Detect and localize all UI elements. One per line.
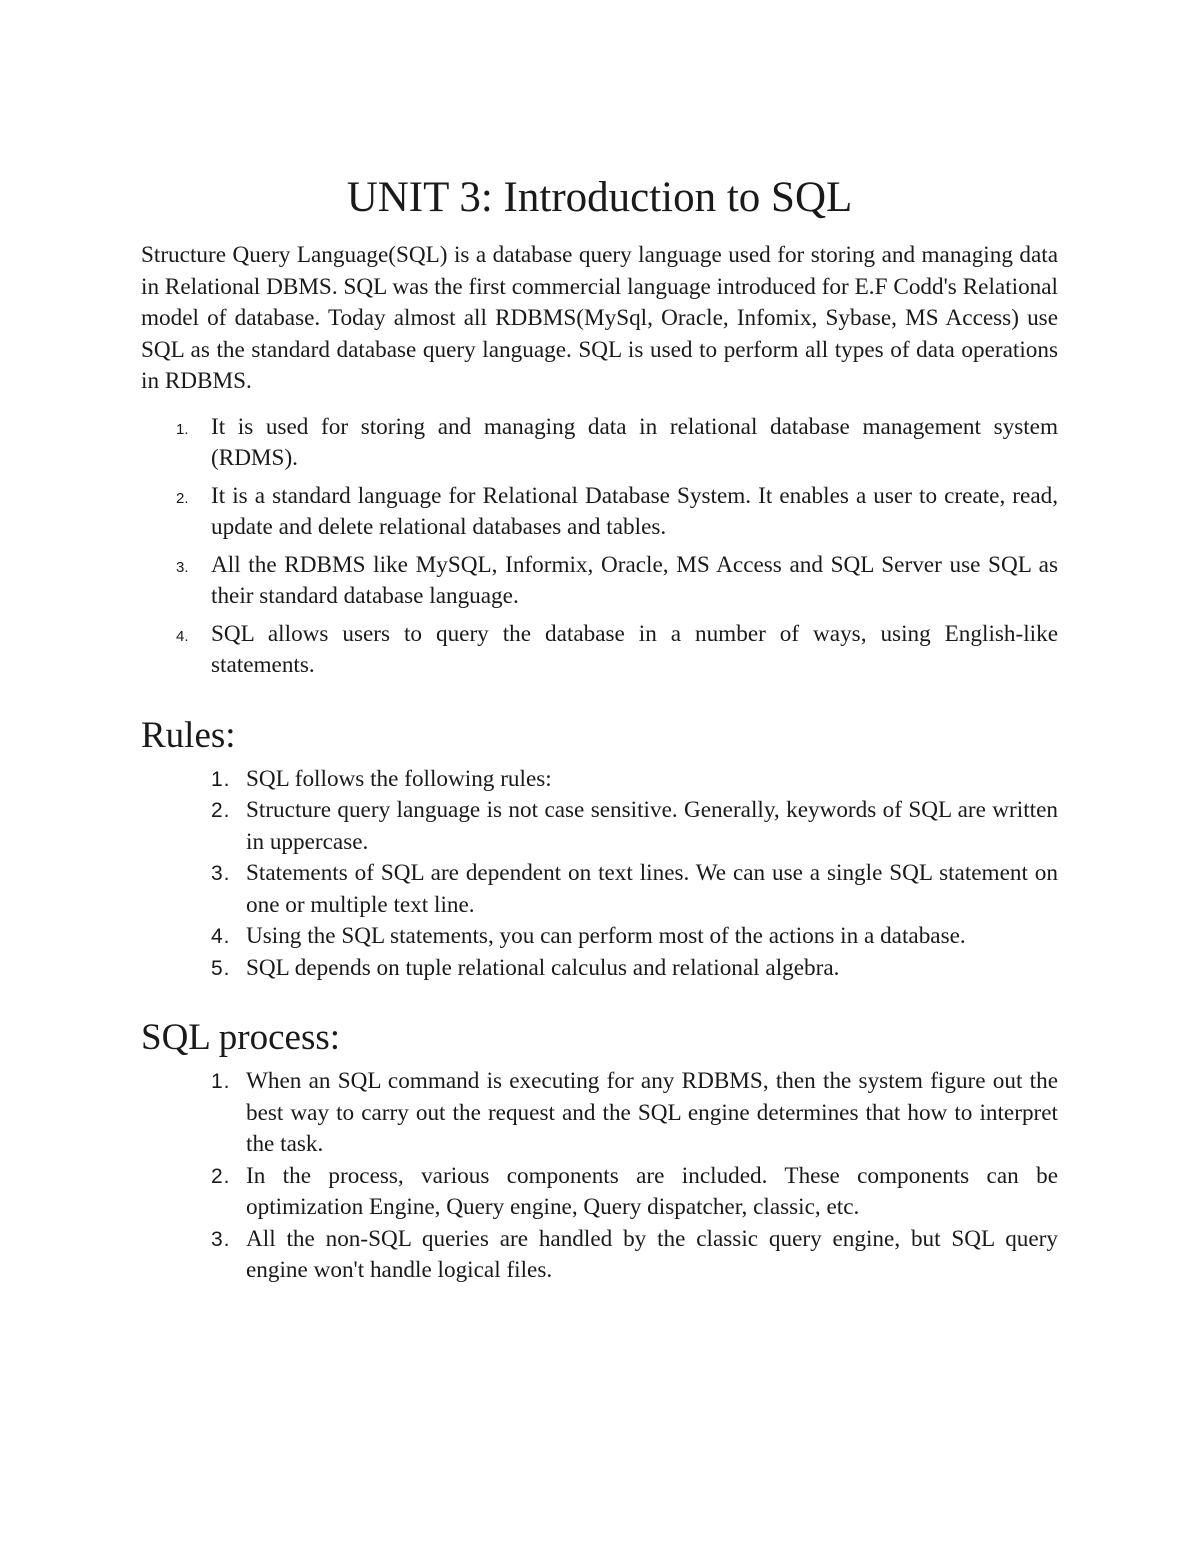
list-item	[141, 550, 1058, 613]
list-item	[141, 412, 1058, 475]
list-item-number: 3.	[211, 862, 231, 885]
list-item-number: 3.	[176, 558, 189, 576]
list-item-text: SQL allows users to query the database in a number of ways, using English-like statements.	[211, 620, 1058, 678]
list-item-number: 2.	[211, 799, 231, 822]
list-item	[141, 1224, 1058, 1287]
list-item-number: 2.	[176, 489, 189, 507]
list-item-number: 2.	[211, 1164, 231, 1188]
list-item-text: In the process, various components are included. These components can be optimization Engine, Query engine, Query dispatcher, classic, etc.	[246, 1162, 1058, 1220]
list-item-number: 4.	[211, 925, 231, 948]
list-item	[141, 921, 1058, 953]
page-title: UNIT 3: Introduction to SQL	[346, 174, 853, 221]
list-item	[141, 619, 1058, 682]
list-item-number: 3.	[211, 1227, 231, 1251]
list-item-number: 5.	[211, 956, 231, 980]
list-item-text: Statements of SQL are dependent on text lines. We can use a single SQL statement on one or multiple text line.	[246, 860, 1058, 918]
list-item	[141, 858, 1058, 921]
list-item-number: 1.	[211, 1070, 231, 1093]
list-item	[141, 764, 1058, 796]
list-item	[141, 1066, 1058, 1161]
rules-heading: Rules:	[141, 714, 236, 756]
list-item	[141, 481, 1058, 544]
list-item-text: SQL follows the following rules:	[246, 765, 552, 792]
list-item-number: 1.	[211, 767, 231, 791]
list-item-number: 1.	[176, 420, 189, 438]
document-page	[141, 170, 1058, 1287]
list-item-text: All the non-SQL queries are handled by the classic query engine, but SQL query engine won't handle logical files.	[246, 1225, 1058, 1283]
list-item-text: Using the SQL statements, you can perform most of the actions in a database.	[246, 923, 966, 949]
intro-paragraph: Structure Query Language(SQL) is a database query language used for storing and managing data in Relational DBMS. SQL was the first commercial language introduced for E.F Codd's Relational model of database. Today almost all RDBMS(MySql, Oracle, Infomix, Sybase, MS Access) use SQL as the standard database query language. SQL is used to perform all types of data operations in RDBMS.	[141, 242, 1058, 394]
list-item-text: When an SQL command is executing for any RDBMS, then the system figure out the best way to carry out the request and the SQL engine determines that how to interpret the task.	[246, 1068, 1058, 1157]
features-list	[141, 412, 1058, 682]
rules-list	[141, 764, 1058, 985]
sql-process-list	[141, 1066, 1058, 1287]
list-item	[141, 953, 1058, 985]
list-item-text: All the RDBMS like MySQL, Informix, Oracle, MS Access and SQL Server use SQL as their standard database language.	[211, 551, 1058, 609]
list-item	[141, 795, 1058, 858]
list-item-text: SQL depends on tuple relational calculus and relational algebra.	[246, 954, 840, 981]
list-item-text: It is used for storing and managing data in relational database management system (RDMS).	[211, 413, 1058, 471]
sql-process-heading: SQL process:	[141, 1017, 341, 1058]
list-item-text: It is a standard language for Relational Database System. It enables a user to create, read, update and delete relational databases and tables.	[211, 482, 1058, 540]
list-item-number: 4.	[176, 627, 189, 645]
list-item	[141, 1161, 1058, 1224]
list-item-text: Structure query language is not case sensitive. Generally, keywords of SQL are written in uppercase.	[246, 797, 1058, 855]
